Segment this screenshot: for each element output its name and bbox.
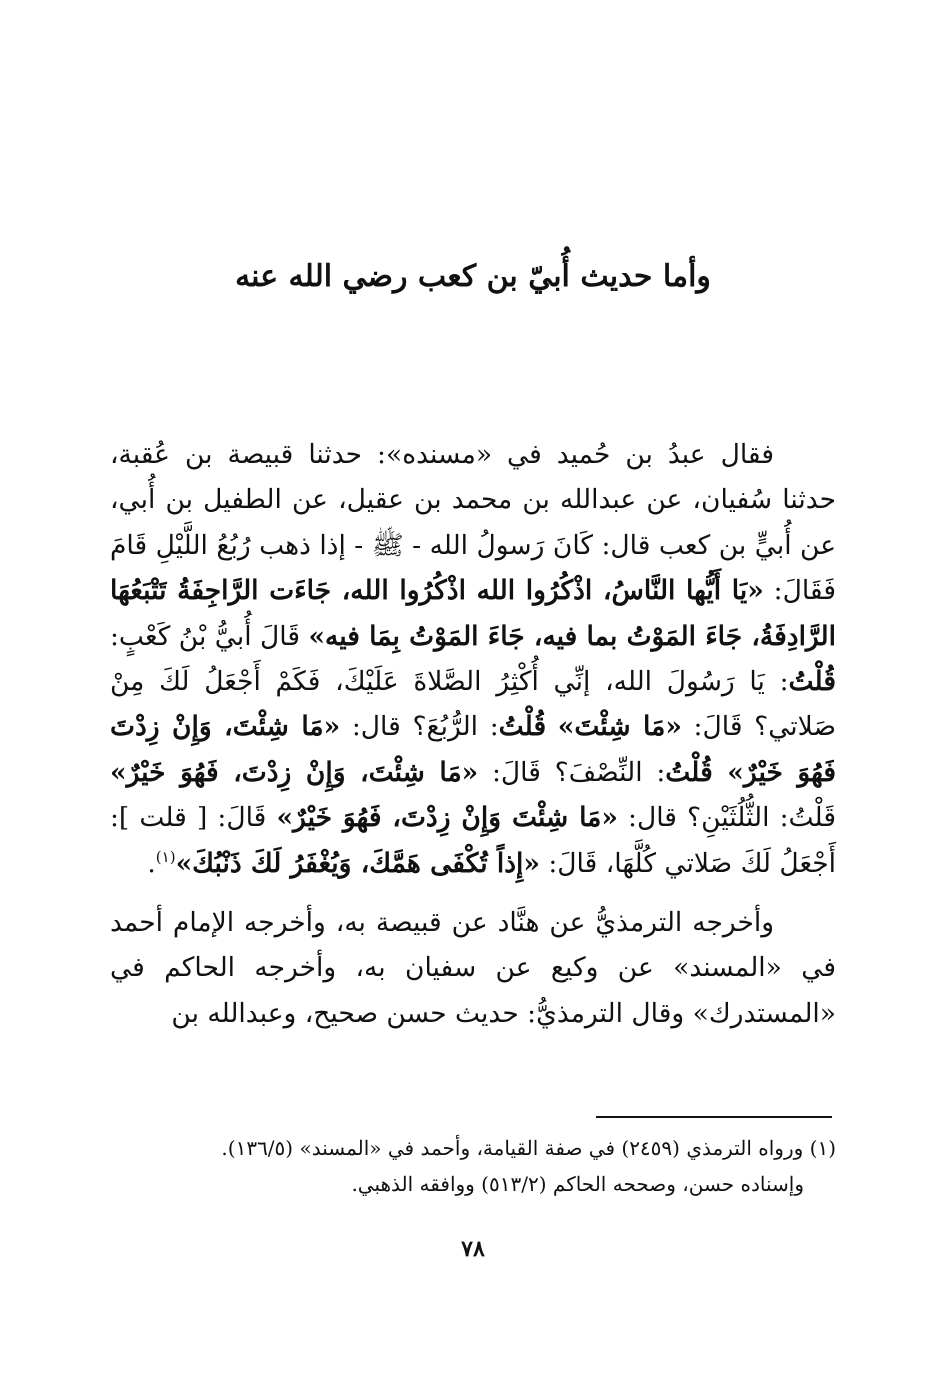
text-segment: : يَا رَسُولَ الله، إنِّي أُكْثِرُ الصَّلاةَ عَلَيْكَ، فَكَمْ أَجْعَلُ لَكَ مِنْ صَلاتي؟ قَالَ: [110, 666, 836, 743]
footnotes [110, 1130, 836, 1202]
commentary-paragraph: وأخرجه الترمذيُّ عن هنَّاد عن قبيصة به، وأخرجه الإمام أحمد في «المسند» عن وكيع عن سفيان به، وأخرجه الحاكم في «المستدرك» وقال الترمذيُّ: حديث حسن صحيح، وعبدالله بن [110, 907, 836, 1029]
page-number: ٧٨ [461, 1236, 485, 1262]
text-segment: : النِّصْفَ؟ قَالَ: [478, 756, 666, 788]
main-text [110, 432, 836, 1036]
hadith-quote: قُلْتُ [788, 666, 836, 698]
hadith-quote: «إِذاً تُكْفَى هَمَّكَ، وَيُغْفَرُ لَكَ ذَنْبُكَ» [175, 847, 540, 879]
hadith-quote: «مَا شِئْتَ، وَإِنْ زِدْتَ، فَهُوَ خَيْرٌ» [110, 756, 479, 788]
section-title: وأما حديث أُبيّ بن كعب رضي الله عنه [235, 259, 711, 294]
hadith-quote: قُلْتُ [498, 711, 547, 743]
hadith-quote: «مَا شِئْتَ وَإِنْ زِدْتَ، فَهُوَ خَيْرٌ» [276, 802, 618, 834]
text-segment: فقال عبدُ بن حُميد في «مسنده»: حدثنا قبيصة بن عُقبة، حدثنا سُفيان، عن عبدالله بن محمد بن عقيل، عن الطفيل بن أُبي، عن أُبيٍّ بن كعب قال: كَانَ رَسولُ الله - ﷺ - إذا ذهب رُبُعُ اللَّيْلِ قَامَ فَقَالَ: [110, 439, 836, 607]
footnote-line: (١) ورواه الترمذي (٢٤٥٩) في صفة القيامة، وأحمد في «المسند» (١٣٦/٥). [221, 1136, 836, 1160]
text-segment: قَالَ أُبيُّ بْنُ كَعْبٍ: [110, 620, 309, 652]
footnote-reference: (١) [155, 847, 176, 866]
hadith-quote: «مَا شِئْتَ، وَإِنْ زِدْتَ فَهُوَ خَيْرٌ» قُلْتُ [110, 711, 836, 788]
hadith-paragraph [110, 432, 836, 886]
text-segment: : الرُّبُعَ؟ قال: [340, 711, 499, 743]
hadith-quote: «يَا أَيُّها النَّاسُ، اذْكُرُوا الله اذْكُرُوا الله، جَاءَت الرَّاجِفَةُ تَتْبَعُهَا الرَّادِفَةُ، جَاءَ المَوْتُ بما فيه، جَاءَ المَوْتُ بِمَا فيه» [110, 575, 836, 652]
text-segment [546, 711, 558, 742]
footnote-line: وإسناده حسن، وصححه الحاكم (٥١٣/٢) ووافقه الذهبي. [351, 1172, 804, 1196]
footnote-divider [596, 1116, 832, 1118]
text-segment: قَلْتُ: الثُّلُثَيْنِ؟ قال: [617, 802, 836, 834]
text-segment: . [147, 847, 156, 879]
hadith-quote: «مَا شِئْتَ» [557, 711, 682, 743]
text-segment: قَالَ: [ قلت ]: أَجْعَلُ لَكَ صَلاتي كُلَّهَا، قَالَ: [110, 802, 836, 879]
